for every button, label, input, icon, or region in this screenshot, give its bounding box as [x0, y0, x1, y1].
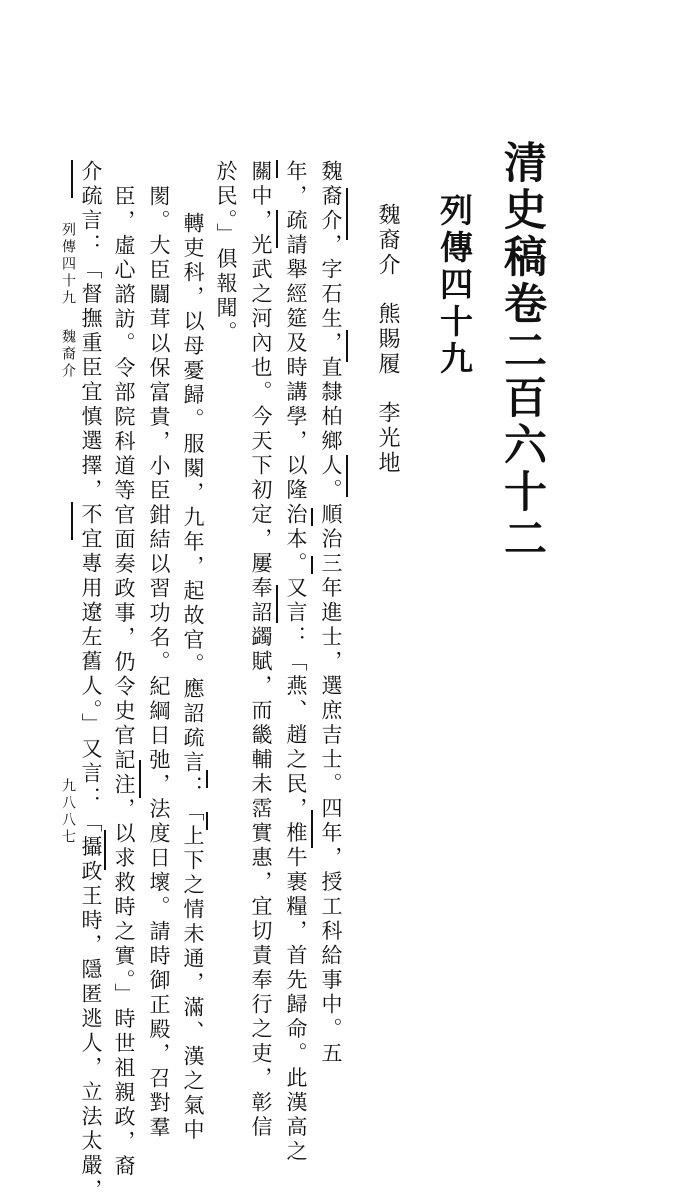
name-mark — [311, 810, 313, 848]
text-column: 閡。大臣闒茸以保富貴，小臣鉗結以習功名。紀綱日弛，法度日壞。請時御正殿，召對羣 — [147, 185, 171, 1141]
name-mark — [346, 330, 348, 362]
subject-name: 李光地 — [375, 401, 400, 476]
name-mark — [276, 210, 278, 248]
name-mark — [104, 830, 106, 870]
text-column: 魏裔介，字石生，直隸柏鄉人。順治三年進士，選庶吉士。四年，授工科給事中。五 — [319, 160, 343, 1067]
name-mark — [71, 160, 73, 198]
name-mark — [71, 502, 73, 540]
text-column: 於民。」俱報聞。 — [214, 160, 238, 346]
margin-running-title — [58, 222, 78, 380]
name-mark — [311, 508, 313, 526]
name-mark — [139, 760, 141, 798]
name-mark — [276, 585, 278, 623]
chapter-heading: 列傳四十九 — [435, 193, 474, 378]
subject-name: 魏裔介 — [375, 203, 400, 278]
name-mark — [276, 160, 278, 178]
margin-chapter: 列傳四十九 — [60, 222, 76, 307]
name-mark — [206, 770, 208, 788]
name-mark — [206, 812, 208, 830]
text-column: 介疏言：「督撫重臣宜慎選擇，不宜專用遼左舊人。」又言：「攝政王時，隱匿逃人，立法太嚴， — [79, 160, 103, 1203]
text-column: 臣，虛心諮訪。令部院科道等官面奏政事，仍令史官記注，以求救時之實。」時世祖親政，裔 — [112, 185, 136, 1179]
margin-person: 魏裔介 — [60, 329, 76, 380]
text-column: 關中，光武之河內也。今天下初定，屢奉詔蠲賦，而畿輔未霑實惠，宜切責奉行之吏，彰信 — [249, 160, 273, 1140]
name-mark — [346, 455, 348, 497]
text-column: 年，疏請舉經筵及時講學，以隆治本。又言：「燕、趙之民，椎牛裹糧，首先歸命。此漢高之 — [284, 160, 308, 1165]
name-mark — [311, 556, 313, 574]
text-column: 轉吏科，以母憂歸。服闋，九年，起故官。應詔疏言：「上下之情未通，滿、漢之氣中 — [181, 212, 205, 1143]
biography-subjects — [376, 203, 398, 476]
volume-title: 清史稿卷二百六十二 — [497, 140, 547, 563]
page-number: 九八八七 — [60, 778, 76, 846]
subject-name: 熊賜履 — [375, 302, 400, 377]
name-mark — [346, 188, 348, 240]
